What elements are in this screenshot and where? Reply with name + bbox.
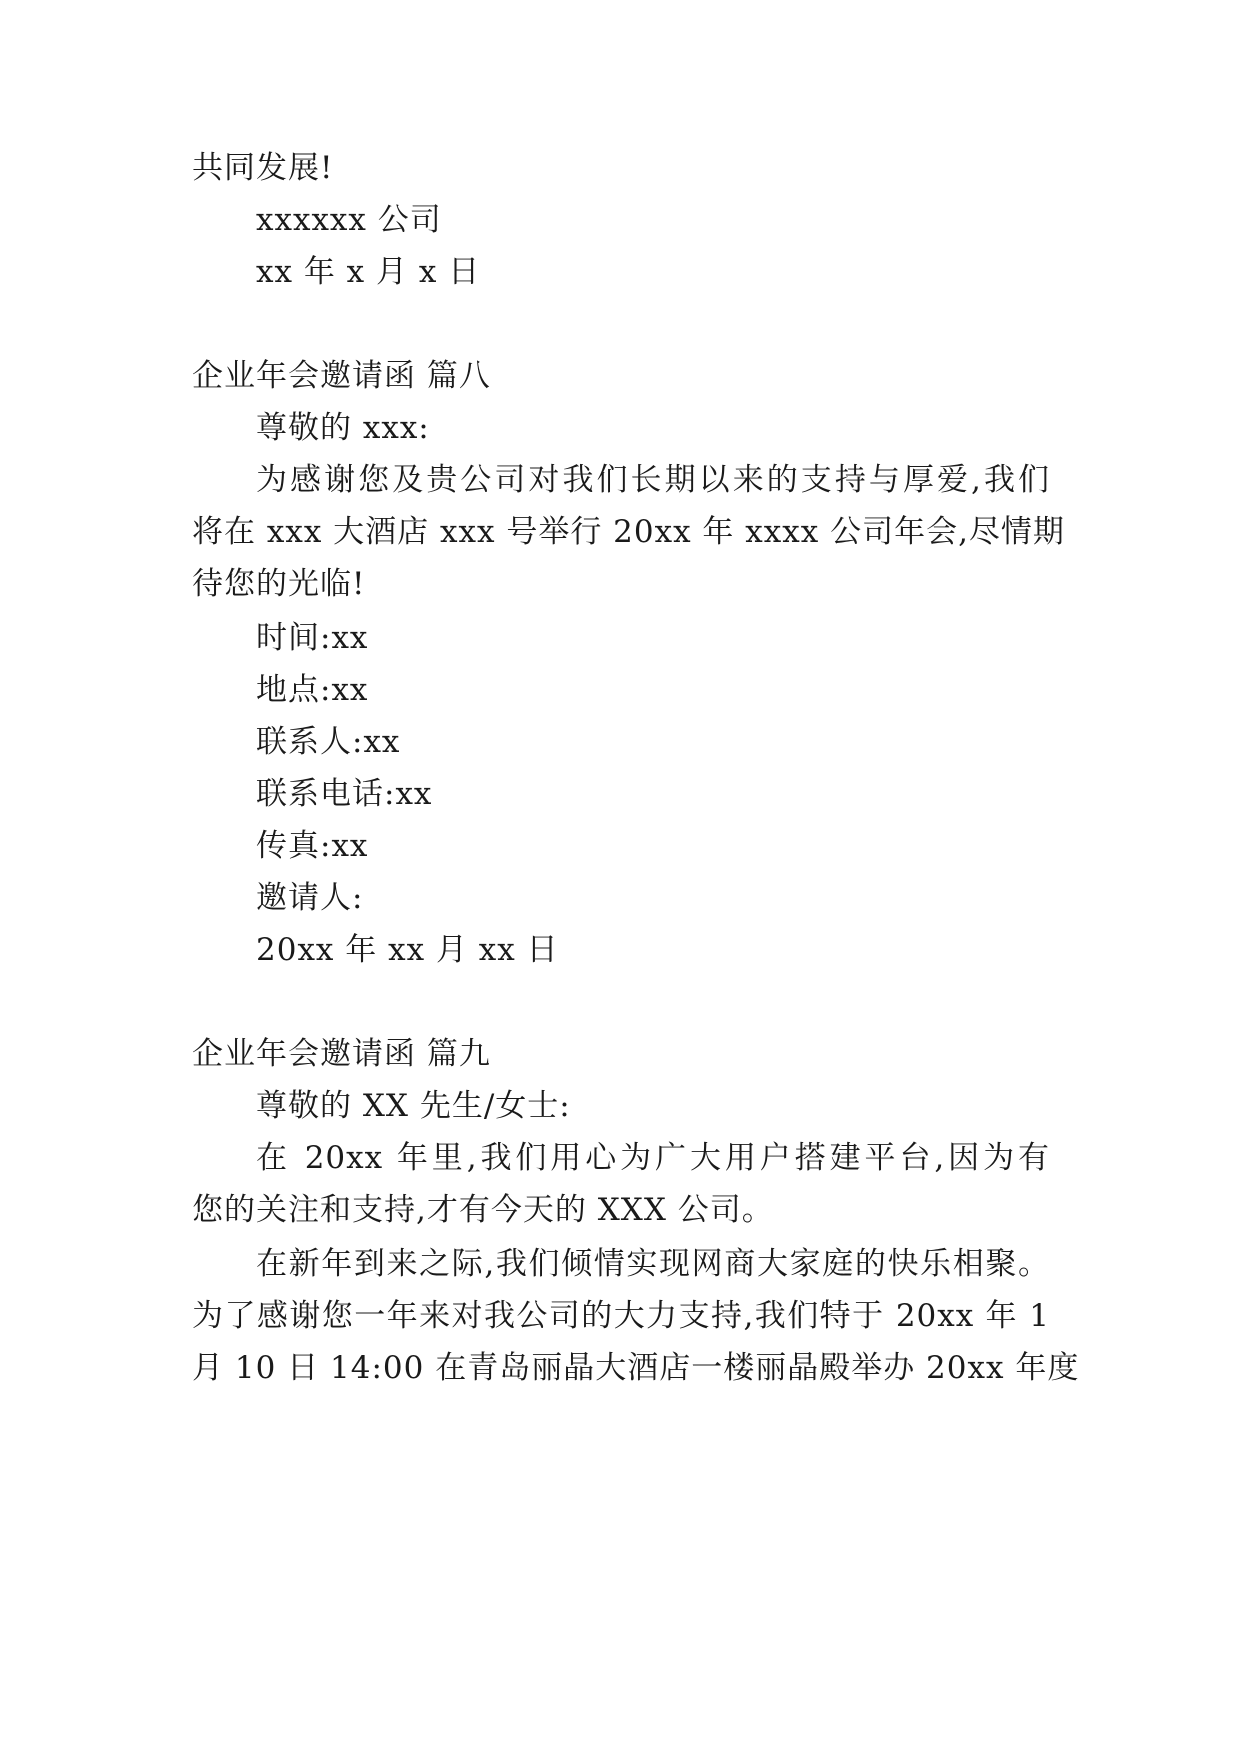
section-9-para2-line: 月 10 日 14:00 在青岛丽晶大酒店一楼丽晶殿举办 20xx 年度 [192,1350,1080,1386]
section-8-heading: 企业年会邀请函 篇八 [192,358,491,394]
section-8-fax: 传真:xx [256,828,369,864]
closing-date: xx 年 x 月 x 日 [256,254,481,290]
closing-line: 共同发展! [192,150,334,186]
section-8-contact: 联系人:xx [256,724,401,760]
section-8-body-line: 为感谢您及贵公司对我们长期以来的支持与厚爱,我们 [256,462,1050,498]
section-8-date: 20xx 年 xx 月 xx 日 [256,932,559,968]
section-9-para2-line: 为了感谢您一年来对我公司的大力支持,我们特于 20xx 年 1 [192,1298,1050,1334]
section-9-heading: 企业年会邀请函 篇九 [192,1036,491,1072]
section-8-salutation: 尊敬的 xxx: [256,410,430,446]
section-9-salutation: 尊敬的 XX 先生/女士: [256,1088,571,1124]
section-9-para1-line: 在 20xx 年里,我们用心为广大用户搭建平台,因为有 [256,1140,1050,1176]
section-9-para1-line: 您的关注和支持,才有今天的 XXX 公司。 [192,1192,774,1228]
section-9-para2-line: 在新年到来之际,我们倾情实现网商大家庭的快乐相聚。 [256,1246,1050,1282]
closing-company: xxxxxx 公司 [256,202,442,238]
section-8-body-line: 待您的光临! [192,566,366,602]
section-8-place: 地点:xx [256,672,369,708]
section-8-phone: 联系电话:xx [256,776,433,812]
section-8-inviter: 邀请人: [256,880,364,916]
section-8-time: 时间:xx [256,620,369,656]
section-8-body-line: 将在 xxx 大酒店 xxx 号举行 20xx 年 xxxx 公司年会,尽情期 [192,514,1065,550]
